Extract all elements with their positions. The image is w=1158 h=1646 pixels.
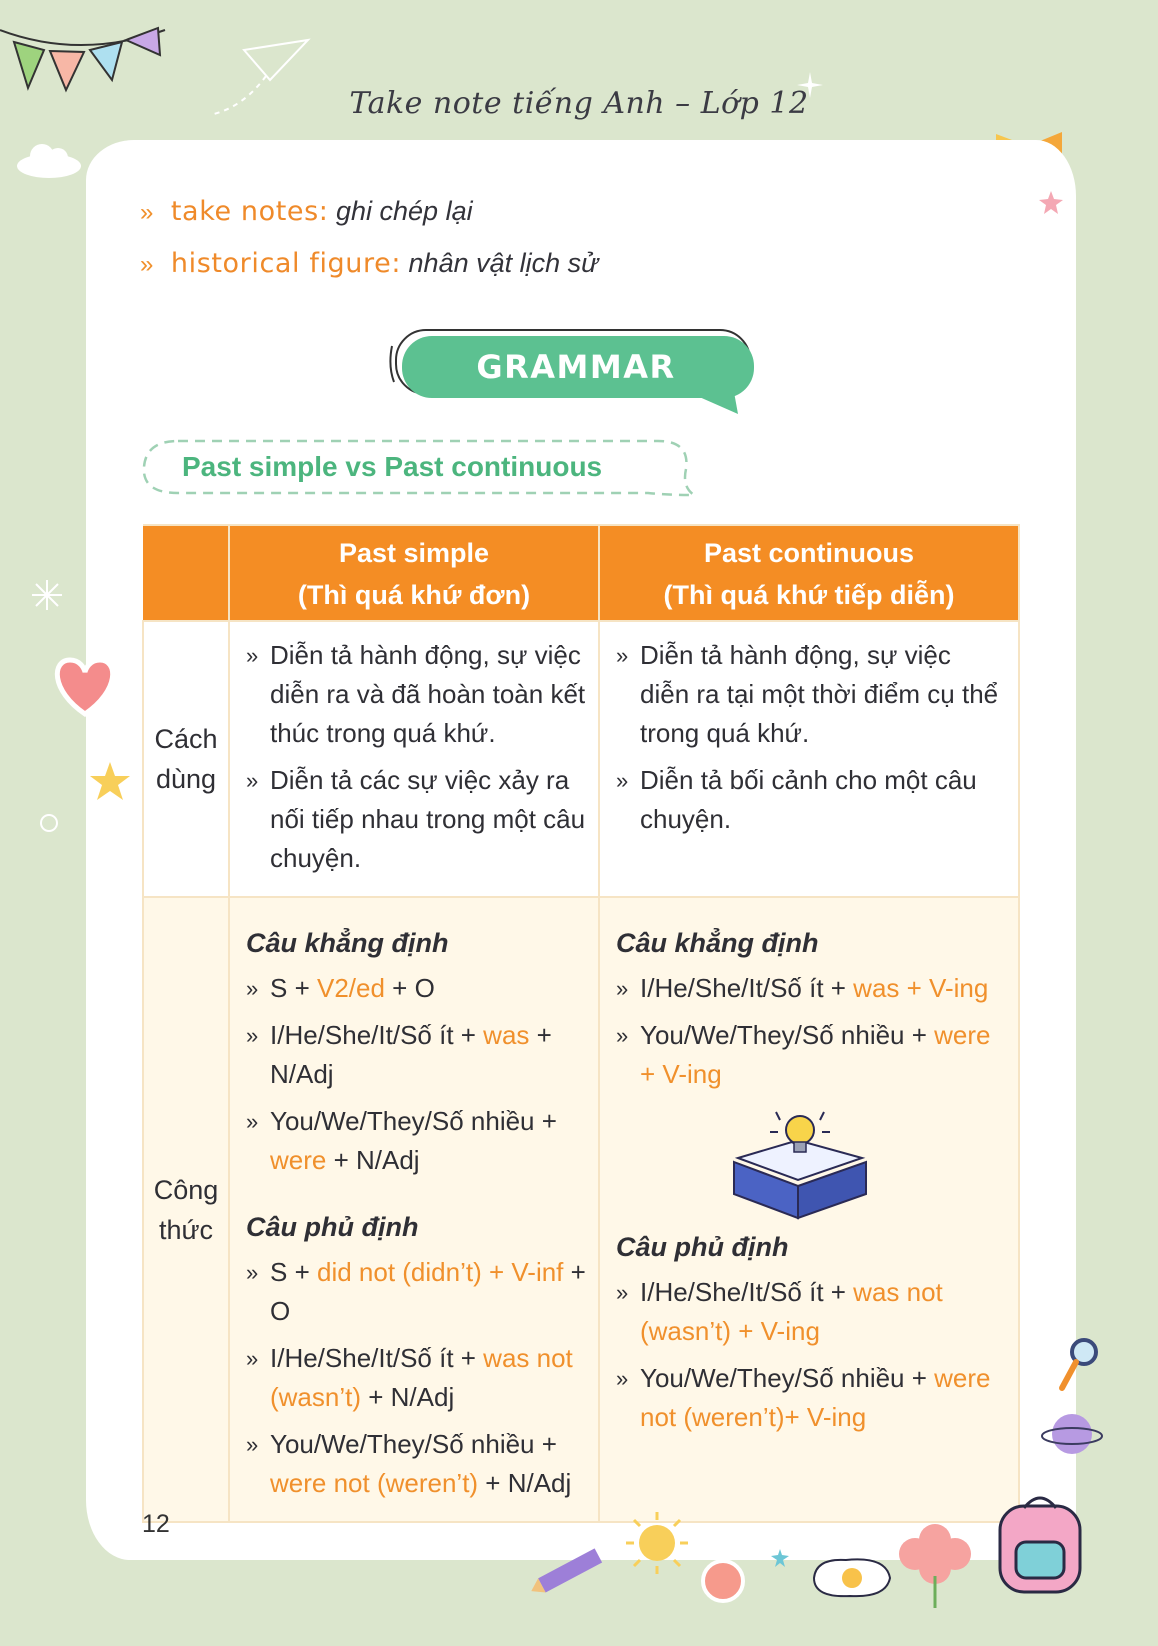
header-line: Past continuous <box>703 538 914 568</box>
formula-verb: was <box>483 1020 530 1050</box>
formula-rest: + N/Adj <box>270 1020 552 1089</box>
bullet-icon: » <box>616 643 629 668</box>
header-line: Past simple <box>338 538 490 568</box>
bullet-icon: » <box>246 1432 259 1457</box>
cookie-icon <box>698 1556 748 1606</box>
formula-verb: was not (wasn’t) + V-ing <box>640 1277 943 1346</box>
vocab-meaning: ghi chép lại <box>335 196 473 226</box>
bullet-icon: » <box>246 1109 259 1134</box>
vocab-term: take notes: <box>170 196 329 227</box>
table-row-formula <box>143 897 1019 1522</box>
bullet-icon: » <box>246 1023 259 1048</box>
usage-text: Diễn tả các sự việc xảy ra nối tiếp nhau trong một câu chuyện. <box>270 765 586 873</box>
formula-verb: were + V-ing <box>640 1020 991 1089</box>
magnifier-icon <box>1056 1336 1100 1396</box>
bullet-icon: » <box>246 768 259 793</box>
formula-item <box>246 1425 586 1503</box>
negative-heading: Câu phủ định <box>616 1232 789 1262</box>
formula-item <box>616 969 1006 1008</box>
row-label-line: dùng <box>155 764 217 794</box>
formula-verb: were not (weren’t)+ V-ing <box>640 1363 991 1432</box>
usage-past-simple-cell <box>229 621 599 897</box>
formula-verb: was not (wasn’t) <box>270 1343 573 1412</box>
vocab-term: historical figure: <box>170 248 402 279</box>
header-past-continuous <box>599 525 1019 621</box>
vocab-meaning: nhân vật lịch sử <box>408 248 599 278</box>
negative-heading: Câu phủ định <box>246 1212 419 1242</box>
formula-verb: was + V-ing <box>853 973 989 1003</box>
row-label-usage <box>143 621 229 897</box>
flower-icon <box>890 1510 980 1610</box>
backpack-icon <box>990 1488 1090 1598</box>
usage-text: Diễn tả hành động, sự việc diễn ra và đã hoàn toàn kết thúc trong quá khứ. <box>270 640 586 748</box>
formula-subject: I/He/She/It/Số ít + <box>270 1343 484 1373</box>
usage-text: Diễn tả bối cảnh cho một câu chuyện. <box>640 765 977 834</box>
row-label-formula <box>143 897 229 1522</box>
formula-item <box>246 1016 586 1094</box>
circle-icon <box>38 812 60 834</box>
formula-item <box>246 1339 586 1417</box>
vocab-item <box>140 196 473 227</box>
formula-item <box>246 1253 586 1331</box>
star-blue-icon <box>770 1548 790 1568</box>
header-line: (Thì quá khứ tiếp diễn) <box>663 580 955 610</box>
bullet-icon: » <box>246 1260 259 1285</box>
formula-item <box>616 1359 1006 1437</box>
usage-text: Diễn tả hành động, sự việc diễn ra tại một thời điểm cụ thể trong quá khứ. <box>640 640 999 748</box>
cloud-icon <box>14 140 84 180</box>
crayon-icon <box>526 1540 616 1600</box>
row-label-line: thức <box>158 1214 214 1245</box>
header-line: (Thì quá khứ đơn) <box>297 580 531 610</box>
formula-past-simple-cell <box>229 897 599 1522</box>
formula-subject: You/We/They/Số nhiều + <box>270 1429 557 1459</box>
row-label-line: Cách <box>154 724 218 754</box>
vocab-item <box>140 248 598 279</box>
list-item <box>616 761 1006 839</box>
bullet-icon: » <box>616 1366 629 1391</box>
asterisk-icon <box>30 578 64 612</box>
bullet-icon: » <box>616 976 629 1001</box>
formula-subject: You/We/They/Số nhiều + <box>270 1106 557 1136</box>
sun-icon <box>622 1508 692 1578</box>
formula-item <box>246 969 586 1008</box>
table-row-usage <box>143 621 1019 897</box>
bullet-icon: » <box>140 251 154 278</box>
list-item <box>616 636 1006 753</box>
bullet-icon: » <box>246 1346 259 1371</box>
list-item <box>246 636 586 753</box>
formula-rest: + N/Adj <box>326 1145 420 1175</box>
bullet-icon: » <box>616 768 629 793</box>
formula-past-continuous-cell <box>599 897 1019 1522</box>
formula-rest: + N/Adj <box>361 1382 455 1412</box>
planet-icon <box>1040 1404 1104 1464</box>
bullet-icon: » <box>246 643 259 668</box>
formula-item <box>616 1273 1006 1351</box>
fried-egg-icon <box>806 1552 896 1602</box>
formula-subject: S + <box>270 973 317 1003</box>
page-number: 12 <box>142 1510 170 1538</box>
formula-rest: + O <box>270 1257 586 1326</box>
grammar-heading: GRAMMAR <box>476 348 676 386</box>
formula-subject: You/We/They/Số nhiều + <box>640 1020 935 1050</box>
header-empty-cell <box>143 525 229 621</box>
list-item <box>246 761 586 878</box>
formula-verb: V2/ed <box>316 973 385 1003</box>
formula-rest: + N/Adj <box>478 1468 572 1498</box>
star-icon <box>88 760 132 802</box>
bullet-icon: » <box>140 199 154 226</box>
section-title: Past simple vs Past continuous <box>182 451 603 482</box>
affirmative-heading: Câu khẳng định <box>616 928 819 958</box>
affirmative-heading: Câu khẳng định <box>246 928 449 958</box>
row-label-line: Công <box>153 1174 219 1205</box>
heart-icon <box>50 654 120 718</box>
formula-verb: did not (didn’t) + V-inf <box>316 1257 564 1287</box>
grammar-comparison-table <box>142 524 1020 1523</box>
table-header-row <box>143 525 1019 621</box>
star-small-icon <box>1038 190 1064 216</box>
bunting-decoration <box>0 0 180 100</box>
formula-subject: I/He/She/It/Số ít + <box>640 973 854 1003</box>
formula-subject: I/He/She/It/Số ít + <box>270 1020 484 1050</box>
bullet-icon: » <box>616 1280 629 1305</box>
formula-subject: S + <box>270 1257 317 1287</box>
formula-verb: were not (weren’t) <box>270 1468 479 1498</box>
formula-rest: + O <box>384 973 435 1003</box>
formula-subject: You/We/They/Số nhiều + <box>640 1363 935 1393</box>
formula-verb: were <box>270 1145 327 1175</box>
header-past-simple <box>229 525 599 621</box>
formula-item <box>616 1016 1006 1094</box>
usage-past-continuous-cell <box>599 621 1019 897</box>
formula-item <box>246 1102 586 1180</box>
page-header-title: Take note tiếng Anh – Lớp 12 <box>349 86 809 121</box>
bullet-icon: » <box>246 976 259 1001</box>
lightbulb-book-icon <box>726 1102 876 1222</box>
bullet-icon: » <box>616 1023 629 1048</box>
formula-subject: I/He/She/It/Số ít + <box>640 1277 854 1307</box>
